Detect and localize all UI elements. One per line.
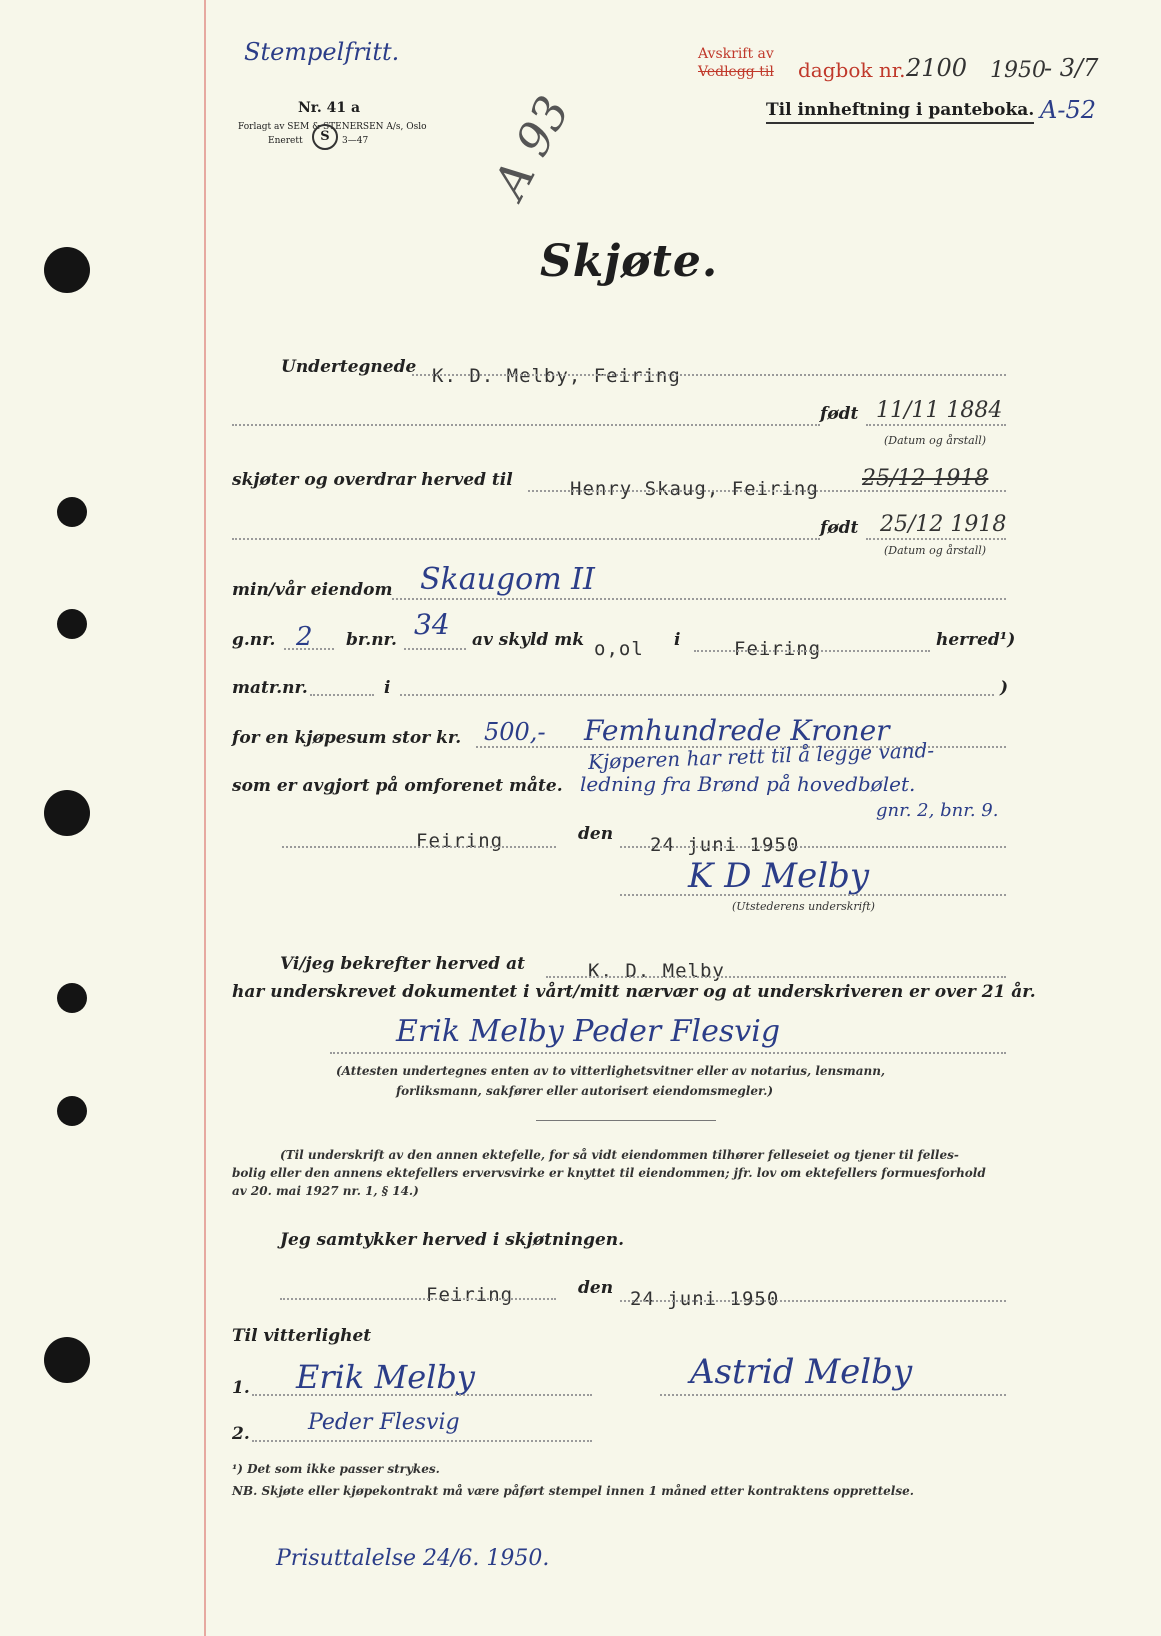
avskrift-label: Avskrift av [698,46,774,62]
matr-close: ) [1000,678,1009,698]
punch-hole [57,609,87,639]
buyer-label: skjøter og overdrar herved til [232,470,513,490]
signing-den-label: den [578,824,614,844]
attestation-line [546,976,1006,978]
attestation-signature-line [330,1052,1006,1054]
brnr-line [404,648,466,650]
punch-hole [57,983,87,1013]
gnr-line [284,648,334,650]
buyer-line-2 [232,538,820,540]
footnote: ¹) Det som ikke passer strykes. [232,1462,440,1476]
skyld-value: o,ol [594,638,644,660]
seller-line [412,374,1006,376]
herred-line [694,650,930,652]
matr-label: matr.nr. [232,678,308,698]
punch-hole [57,497,87,527]
pencil-mark: A 93 [482,87,580,207]
spouse-signature: Astrid Melby [690,1352,913,1392]
seller-line-2 [232,424,820,426]
signing-date-line [620,846,1006,848]
gnr-value: 2 [296,622,313,652]
spouse-note-3: av 20. mai 1927 nr. 1, § 14.) [232,1184,419,1198]
stamp-free-note: Stempelfritt. [244,38,400,66]
herred-value: Feiring [734,638,822,660]
spouse-signature-line [660,1394,1006,1396]
innheftning-heading: Til innheftning i panteboka. [766,100,1034,124]
herred-label: herred¹) [936,630,1016,650]
buyer-date-hint: (Datum og årstall) [884,544,987,557]
property-label: min/vår eiendom [232,580,393,600]
attestation-note-2: forliksmann, sakfører eller autorisert eiendomsmegler.) [396,1084,774,1098]
witness-1-number: 1. [232,1378,250,1398]
buyer-struck-date: 25/12 1918 [862,466,989,491]
seller-date-hint: (Datum og årstall) [884,434,987,447]
price-amount: 500,- [484,718,546,746]
buyer-line [528,490,1006,492]
witness-label: Til vitterlighet [232,1326,372,1346]
seller-born-line [866,424,1006,426]
price-terms-3: gnr. 2, bnr. 9. [876,800,999,821]
price-label: for en kjøpesum stor kr. [232,728,462,748]
property-line [392,598,1006,600]
seller-label: Undertegnede [281,357,417,377]
spouse-note-1: (Til underskrift av den annen ektefelle, for så vidt eiendommen tilhører felleseiet og tjener til felles- [280,1148,959,1162]
punch-hole [57,1096,87,1126]
punch-hole [44,1337,90,1383]
matr-line-2 [400,694,994,696]
witness-1-line [252,1394,592,1396]
price-statement-note: Prisuttalelse 24/6. 1950. [276,1546,550,1571]
buyer-born-label: født [820,518,859,538]
witness-2-line [252,1440,592,1442]
i-label: i [674,630,681,650]
price-terms-label: som er avgjort på omforenet måte. [232,776,563,796]
signing-place: Feiring [416,830,504,852]
vedlegg-label: Vedlegg til [698,64,774,80]
signing-date: 24 juni 1950 [650,834,800,856]
price-terms-2: ledning fra Brønd på hovedbølet. [580,772,916,796]
seller-born-value: 11/11 1884 [876,398,1003,423]
spouse-den-label: den [578,1278,614,1298]
witness-2-signature: Peder Flesvig [308,1410,460,1435]
gnr-label: g.nr. [232,630,276,650]
seller-signature: K D Melby [688,856,870,896]
buyer-born-line [866,538,1006,540]
punch-hole [44,790,90,836]
attestation-signatures: Erik Melby Peder Flesvig [396,1014,781,1049]
nb-note: NB. Skjøte eller kjøpekontrakt må være påført stempel innen 1 måned etter kontraktens opprettelse. [232,1484,914,1498]
price-words: Femhundrede Kroner [584,714,890,747]
dagbok-date: - 3/7 [1044,54,1099,82]
matr-line [310,694,374,696]
attestation-note-1: (Attesten undertegnes enten av to vitterlighetsvitner eller av notarius, lensmann, [336,1064,886,1078]
attestation-name: K. D. Melby [588,960,725,982]
publisher-logo-icon: S [312,124,338,150]
spouse-note-2: bolig eller den annens ektefellers ervervsvirke er knyttet til eiendommen; jfr. lov om ektefellers formuesforhold [232,1166,986,1180]
publisher-enerett: Enerett [268,136,303,146]
margin-rule [204,0,206,1636]
page-title: Skjøte. [540,236,719,287]
publisher-code: 3—47 [342,136,369,146]
punch-hole [44,247,90,293]
form-number: Nr. 41 a [298,100,361,116]
seller-born-label: født [820,404,859,424]
spouse-place-line [280,1298,556,1300]
seller-name: K. D. Melby, Feiring [432,365,681,387]
seller-signature-caption: (Utstederens underskrift) [732,900,875,913]
property-name: Skaugom II [420,562,595,597]
signing-place-line [282,846,556,848]
attestation-label: Vi/jeg bekrefter herved at [280,954,525,974]
attestation-statement: har underskrevet dokumentet i vårt/mitt nærvær og at underskriveren er over 21 år. [232,982,1036,1002]
publisher-line: Forlagt av SEM & STENERSEN A/s, Oslo [238,122,427,132]
seller-signature-line [620,894,1006,896]
matr-i-label: i [384,678,391,698]
price-terms-1: Kjøperen har rett til å legge vand- [587,737,935,775]
section-divider [536,1120,716,1121]
witness-2-number: 2. [232,1424,250,1444]
spouse-place: Feiring [426,1284,514,1306]
brnr-value: 34 [414,608,450,641]
brnr-label: br.nr. [346,630,397,650]
spouse-consent: Jeg samtykker herved i skjøtningen. [280,1230,625,1250]
skyld-label: av skyld mk [472,630,585,650]
dagbok-label: dagbok nr. [798,58,906,82]
dagbok-number: 2100 [906,54,968,82]
archive-reference: A-52 [1040,96,1096,124]
buyer-name: Henry Skaug, Feiring [570,478,819,500]
dagbok-year: 1950 [990,58,1046,83]
buyer-born-value: 25/12 1918 [880,512,1007,537]
spouse-date-line [620,1300,1006,1302]
spouse-date: 24 juni 1950 [630,1288,780,1310]
witness-1-signature: Erik Melby [296,1358,475,1396]
